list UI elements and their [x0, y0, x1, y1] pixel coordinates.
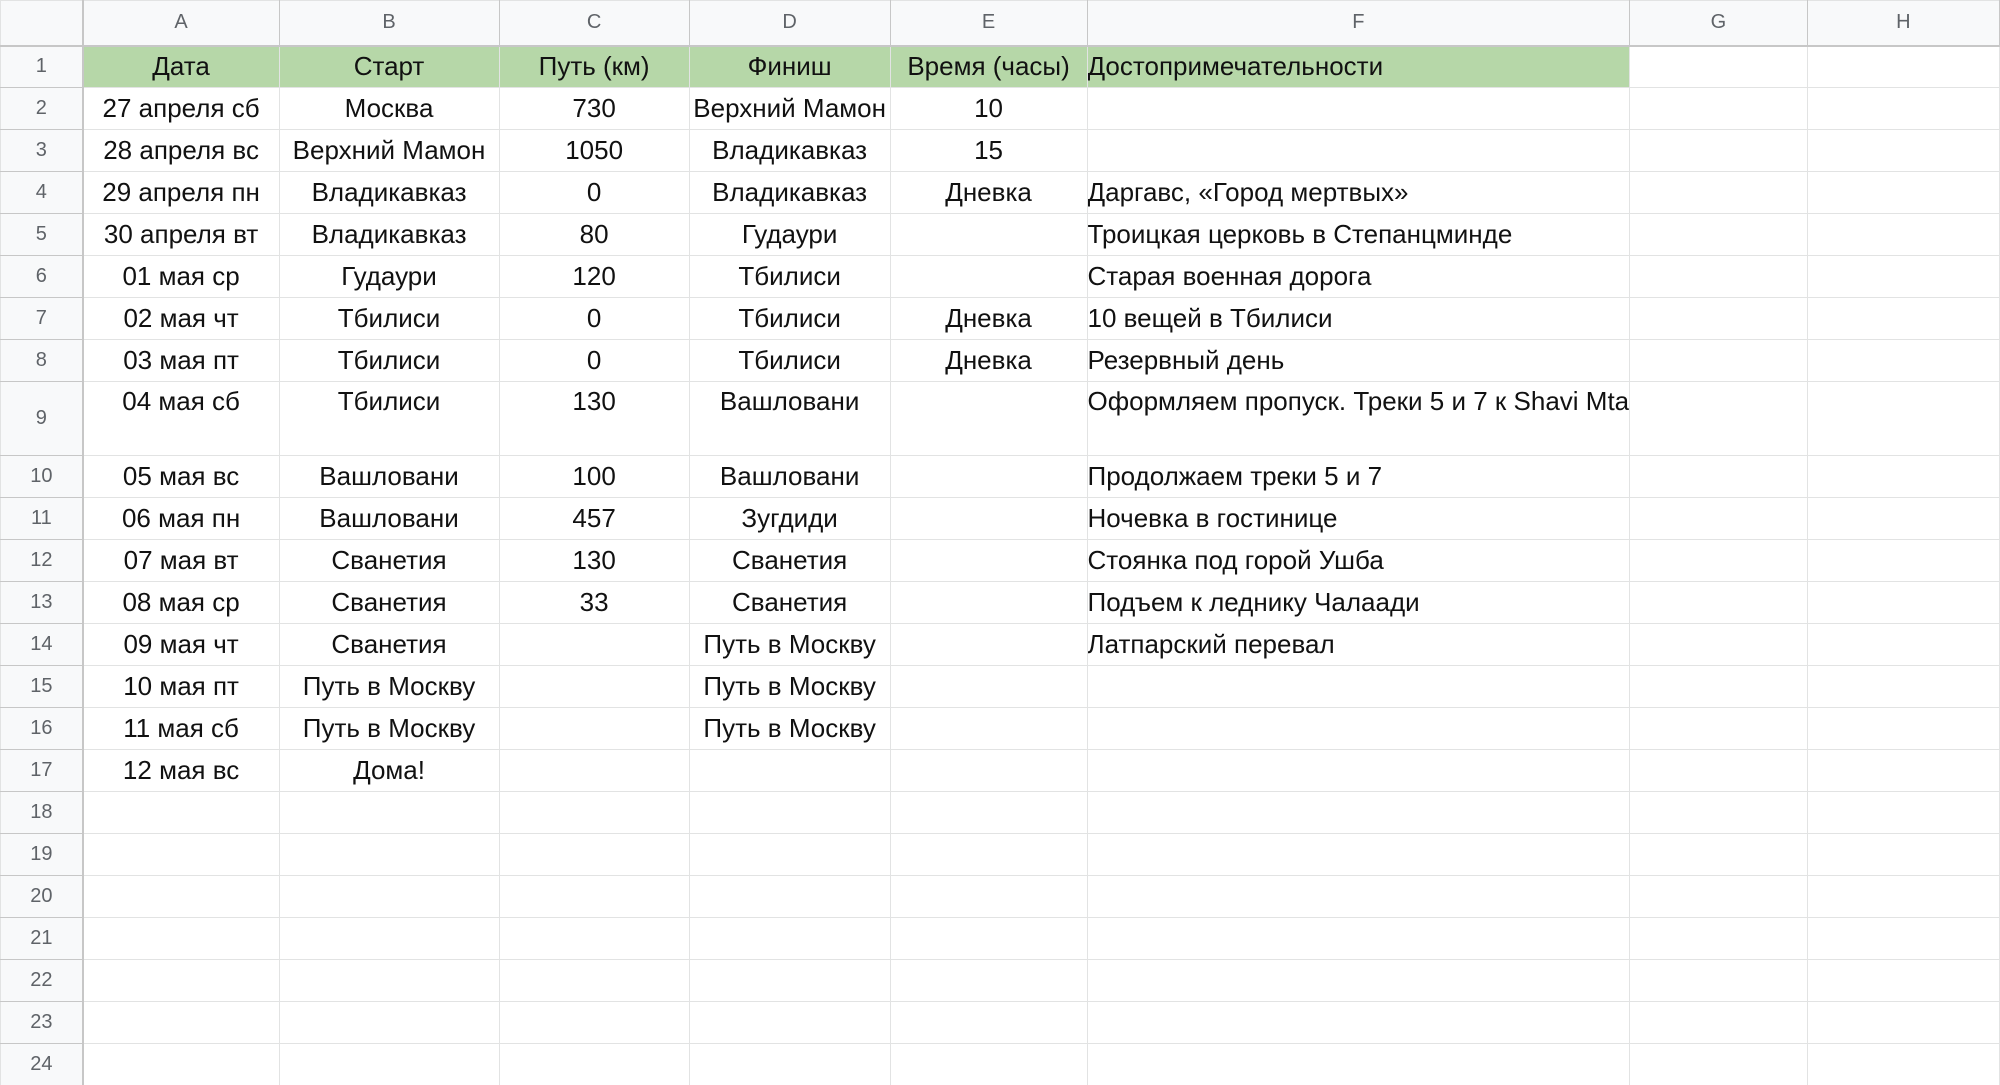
cell-d3[interactable]: Владикавказ	[689, 130, 890, 172]
row-header[interactable]: 2	[1, 88, 83, 130]
cell-a15[interactable]: 10 мая пт	[83, 666, 279, 708]
cell-c19[interactable]	[499, 834, 689, 876]
cell-d2[interactable]: Верхний Мамон	[689, 88, 890, 130]
cell-g3[interactable]	[1630, 130, 1808, 172]
cell-b1[interactable]: Старт	[279, 46, 499, 88]
cell-d10[interactable]: Вашловани	[689, 456, 890, 498]
cell-b4[interactable]: Владикавказ	[279, 172, 499, 214]
cell-f15[interactable]	[1087, 666, 1630, 708]
cell-d8[interactable]: Тбилиси	[689, 340, 890, 382]
cell-a13[interactable]: 08 мая ср	[83, 582, 279, 624]
cell-d17[interactable]	[689, 750, 890, 792]
cell-d1[interactable]: Финиш	[689, 46, 890, 88]
cell-h10[interactable]	[1807, 456, 1999, 498]
cell-b12[interactable]: Сванетия	[279, 540, 499, 582]
cell-b11[interactable]: Вашловани	[279, 498, 499, 540]
cell-h3[interactable]	[1807, 130, 1999, 172]
cell-f2[interactable]	[1087, 88, 1630, 130]
cell-h5[interactable]	[1807, 214, 1999, 256]
sheet-row	[1, 214, 2000, 256]
select-all-corner[interactable]	[1, 1, 83, 46]
cell-e2[interactable]: 10	[890, 88, 1087, 130]
cell-g10[interactable]	[1630, 456, 1808, 498]
cell-a8[interactable]: 03 мая пт	[83, 340, 279, 382]
cell-b21[interactable]	[279, 918, 499, 960]
cell-f3[interactable]	[1087, 130, 1630, 172]
cell-a10[interactable]: 05 мая вс	[83, 456, 279, 498]
cell-h18[interactable]	[1807, 792, 1999, 834]
cell-h12[interactable]	[1807, 540, 1999, 582]
cell-g14[interactable]	[1630, 624, 1808, 666]
sheet-row	[1, 88, 2000, 130]
cell-d12[interactable]: Сванетия	[689, 540, 890, 582]
cell-e22[interactable]	[890, 960, 1087, 1002]
cell-e12[interactable]	[890, 540, 1087, 582]
cell-c17[interactable]	[499, 750, 689, 792]
row-header[interactable]: 16	[1, 708, 83, 750]
cell-c5[interactable]: 80	[499, 214, 689, 256]
cell-b24[interactable]	[279, 1044, 499, 1085]
cell-a6[interactable]: 01 мая ср	[83, 256, 279, 298]
cell-b18[interactable]	[279, 792, 499, 834]
cell-h21[interactable]	[1807, 918, 1999, 960]
cell-b22[interactable]	[279, 960, 499, 1002]
cell-d22[interactable]	[689, 960, 890, 1002]
cell-d4[interactable]: Владикавказ	[689, 172, 890, 214]
cell-b15[interactable]: Путь в Москву	[279, 666, 499, 708]
cell-g22[interactable]	[1630, 960, 1808, 1002]
cell-b7[interactable]: Тбилиси	[279, 298, 499, 340]
cell-h6[interactable]	[1807, 256, 1999, 298]
cell-a1[interactable]: Дата	[83, 46, 279, 88]
cell-g21[interactable]	[1630, 918, 1808, 960]
row-header[interactable]: 18	[1, 792, 83, 834]
cell-c24[interactable]	[499, 1044, 689, 1085]
cell-d7[interactable]: Тбилиси	[689, 298, 890, 340]
cell-g16[interactable]	[1630, 708, 1808, 750]
cell-b6[interactable]: Гудаури	[279, 256, 499, 298]
cell-a23[interactable]	[83, 1002, 279, 1044]
row-header[interactable]: 24	[1, 1044, 83, 1085]
sheet-row	[1, 750, 2000, 792]
cell-c12[interactable]: 130	[499, 540, 689, 582]
cell-h17[interactable]	[1807, 750, 1999, 792]
cell-a22[interactable]	[83, 960, 279, 1002]
cell-f9[interactable]: Оформляем пропуск. Треки 5 и 7 к Shavi Mta	[1087, 382, 1630, 456]
cell-f6[interactable]: Старая военная дорога	[1087, 256, 1630, 298]
sheet-row	[1, 960, 2000, 1002]
row-header[interactable]: 14	[1, 624, 83, 666]
cell-e24[interactable]	[890, 1044, 1087, 1085]
cell-b9[interactable]: Тбилиси	[279, 382, 499, 456]
cell-g18[interactable]	[1630, 792, 1808, 834]
cell-g24[interactable]	[1630, 1044, 1808, 1085]
cell-g11[interactable]	[1630, 498, 1808, 540]
cell-a5[interactable]: 30 апреля вт	[83, 214, 279, 256]
row-header[interactable]: 6	[1, 256, 83, 298]
cell-c10[interactable]: 100	[499, 456, 689, 498]
cell-a17[interactable]: 12 мая вс	[83, 750, 279, 792]
cell-h24[interactable]	[1807, 1044, 1999, 1085]
row-header[interactable]: 5	[1, 214, 83, 256]
cell-g20[interactable]	[1630, 876, 1808, 918]
cell-b23[interactable]	[279, 1002, 499, 1044]
cell-d21[interactable]	[689, 918, 890, 960]
cell-c22[interactable]	[499, 960, 689, 1002]
cell-g4[interactable]	[1630, 172, 1808, 214]
cell-f20[interactable]	[1087, 876, 1630, 918]
cell-c14[interactable]	[499, 624, 689, 666]
row-header[interactable]: 10	[1, 456, 83, 498]
cell-f12[interactable]: Стоянка под горой Ушба	[1087, 540, 1630, 582]
row-header[interactable]: 19	[1, 834, 83, 876]
cell-a9[interactable]: 04 мая сб	[83, 382, 279, 456]
row-header[interactable]: 8	[1, 340, 83, 382]
cell-c4[interactable]: 0	[499, 172, 689, 214]
cell-a24[interactable]	[83, 1044, 279, 1085]
cell-e1[interactable]: Время (часы)	[890, 46, 1087, 88]
cell-f24[interactable]	[1087, 1044, 1630, 1085]
cell-f23[interactable]	[1087, 1002, 1630, 1044]
cell-e20[interactable]	[890, 876, 1087, 918]
cell-h4[interactable]	[1807, 172, 1999, 214]
cell-c7[interactable]: 0	[499, 298, 689, 340]
sheet-row	[1, 256, 2000, 298]
cell-f21[interactable]	[1087, 918, 1630, 960]
cell-d9[interactable]: Вашловани	[689, 382, 890, 456]
cell-e10[interactable]	[890, 456, 1087, 498]
sheet-row	[1, 456, 2000, 498]
row-header[interactable]: 23	[1, 1002, 83, 1044]
cell-b19[interactable]	[279, 834, 499, 876]
cell-h16[interactable]	[1807, 708, 1999, 750]
sheet-row	[1, 172, 2000, 214]
cell-d16[interactable]: Путь в Москву	[689, 708, 890, 750]
cell-c8[interactable]: 0	[499, 340, 689, 382]
cell-e9[interactable]	[890, 382, 1087, 456]
cell-h11[interactable]	[1807, 498, 1999, 540]
row-header[interactable]: 12	[1, 540, 83, 582]
cell-f14[interactable]: Латпарский перевал	[1087, 624, 1630, 666]
sheet-row	[1, 666, 2000, 708]
cell-a4[interactable]: 29 апреля пн	[83, 172, 279, 214]
cell-h23[interactable]	[1807, 1002, 1999, 1044]
cell-c11[interactable]: 457	[499, 498, 689, 540]
cell-c15[interactable]	[499, 666, 689, 708]
cell-b17[interactable]: Дома!	[279, 750, 499, 792]
cell-b2[interactable]: Москва	[279, 88, 499, 130]
row-header[interactable]: 3	[1, 130, 83, 172]
sheet-row	[1, 340, 2000, 382]
cell-g15[interactable]	[1630, 666, 1808, 708]
cell-f8[interactable]: Резервный день	[1087, 340, 1630, 382]
cell-b16[interactable]: Путь в Москву	[279, 708, 499, 750]
cell-f5[interactable]: Троицкая церковь в Степанцминде	[1087, 214, 1630, 256]
cell-g23[interactable]	[1630, 1002, 1808, 1044]
cell-e18[interactable]	[890, 792, 1087, 834]
cell-f11[interactable]: Ночевка в гостинице	[1087, 498, 1630, 540]
column-header-h[interactable]: H	[1807, 1, 1999, 46]
cell-e3[interactable]: 15	[890, 130, 1087, 172]
sheet-row	[1, 792, 2000, 834]
cell-c16[interactable]	[499, 708, 689, 750]
column-header-g[interactable]: G	[1630, 1, 1808, 46]
sheet-row	[1, 708, 2000, 750]
cell-f7[interactable]: 10 вещей в Тбилиси	[1087, 298, 1630, 340]
cell-a16[interactable]: 11 мая сб	[83, 708, 279, 750]
cell-b14[interactable]: Сванетия	[279, 624, 499, 666]
row-header[interactable]: 17	[1, 750, 83, 792]
cell-h2[interactable]	[1807, 88, 1999, 130]
cell-c20[interactable]	[499, 876, 689, 918]
column-header-c[interactable]: C	[499, 1, 689, 46]
cell-f4[interactable]: Даргавс, «Город мертвых»	[1087, 172, 1630, 214]
cell-a18[interactable]	[83, 792, 279, 834]
row-header[interactable]: 13	[1, 582, 83, 624]
row-header[interactable]: 20	[1, 876, 83, 918]
cell-b20[interactable]	[279, 876, 499, 918]
cell-g6[interactable]	[1630, 256, 1808, 298]
cell-e15[interactable]	[890, 666, 1087, 708]
cell-a20[interactable]	[83, 876, 279, 918]
cell-f13[interactable]: Подъем к леднику Чалаади	[1087, 582, 1630, 624]
cell-a11[interactable]: 06 мая пн	[83, 498, 279, 540]
cell-g5[interactable]	[1630, 214, 1808, 256]
sheet-rows	[1, 46, 2000, 1085]
cell-e16[interactable]	[890, 708, 1087, 750]
cell-g13[interactable]	[1630, 582, 1808, 624]
cell-e6[interactable]	[890, 256, 1087, 298]
cell-a19[interactable]	[83, 834, 279, 876]
row-header[interactable]: 9	[1, 382, 83, 456]
sheet-row	[1, 624, 2000, 666]
cell-a21[interactable]	[83, 918, 279, 960]
cell-f22[interactable]	[1087, 960, 1630, 1002]
cell-a14[interactable]: 09 мая чт	[83, 624, 279, 666]
cell-g17[interactable]	[1630, 750, 1808, 792]
cell-b8[interactable]: Тбилиси	[279, 340, 499, 382]
cell-e5[interactable]	[890, 214, 1087, 256]
cell-a2[interactable]: 27 апреля сб	[83, 88, 279, 130]
row-header[interactable]: 15	[1, 666, 83, 708]
row-header[interactable]: 21	[1, 918, 83, 960]
cell-d20[interactable]	[689, 876, 890, 918]
cell-b3[interactable]: Верхний Мамон	[279, 130, 499, 172]
column-header-f[interactable]: F	[1087, 1, 1630, 46]
cell-c23[interactable]	[499, 1002, 689, 1044]
cell-c21[interactable]	[499, 918, 689, 960]
sheet-row	[1, 834, 2000, 876]
sheet-row	[1, 1044, 2000, 1085]
cell-g8[interactable]	[1630, 340, 1808, 382]
column-header-a[interactable]: A	[83, 1, 279, 46]
cell-h13[interactable]	[1807, 582, 1999, 624]
cell-f17[interactable]	[1087, 750, 1630, 792]
cell-d23[interactable]	[689, 1002, 890, 1044]
sheet-row	[1, 130, 2000, 172]
cell-g1[interactable]	[1630, 46, 1808, 88]
sheet-row	[1, 540, 2000, 582]
cell-h7[interactable]	[1807, 298, 1999, 340]
cell-f16[interactable]	[1087, 708, 1630, 750]
sheet-row	[1, 582, 2000, 624]
cell-b13[interactable]: Сванетия	[279, 582, 499, 624]
sheet-row	[1, 382, 2000, 456]
row-header[interactable]: 4	[1, 172, 83, 214]
cell-e17[interactable]	[890, 750, 1087, 792]
cell-h20[interactable]	[1807, 876, 1999, 918]
sheet-row	[1, 46, 2000, 88]
cell-d18[interactable]	[689, 792, 890, 834]
row-header[interactable]: 7	[1, 298, 83, 340]
cell-e19[interactable]	[890, 834, 1087, 876]
cell-d19[interactable]	[689, 834, 890, 876]
cell-h19[interactable]	[1807, 834, 1999, 876]
cell-b5[interactable]: Владикавказ	[279, 214, 499, 256]
cell-g9[interactable]	[1630, 382, 1808, 456]
cell-h8[interactable]	[1807, 340, 1999, 382]
cell-f10[interactable]: Продолжаем треки 5 и 7	[1087, 456, 1630, 498]
cell-e7[interactable]: Дневка	[890, 298, 1087, 340]
cell-e8[interactable]: Дневка	[890, 340, 1087, 382]
row-header[interactable]: 22	[1, 960, 83, 1002]
cell-g12[interactable]	[1630, 540, 1808, 582]
cell-f1[interactable]: Достопримечательности	[1087, 46, 1630, 88]
cell-g7[interactable]	[1630, 298, 1808, 340]
column-header-b[interactable]: B	[279, 1, 499, 46]
row-header[interactable]: 1	[1, 46, 83, 88]
sheet-row	[1, 298, 2000, 340]
cell-d15[interactable]: Путь в Москву	[689, 666, 890, 708]
sheet-row	[1, 876, 2000, 918]
cell-e23[interactable]	[890, 1002, 1087, 1044]
column-header-e[interactable]: E	[890, 1, 1087, 46]
sheet-row	[1, 918, 2000, 960]
cell-f19[interactable]	[1087, 834, 1630, 876]
cell-c9[interactable]: 130	[499, 382, 689, 456]
column-header-d[interactable]: D	[689, 1, 890, 46]
cell-e14[interactable]	[890, 624, 1087, 666]
cell-d11[interactable]: Зугдиди	[689, 498, 890, 540]
cell-c13[interactable]: 33	[499, 582, 689, 624]
cell-f18[interactable]	[1087, 792, 1630, 834]
cell-h9[interactable]	[1807, 382, 1999, 456]
cell-h22[interactable]	[1807, 960, 1999, 1002]
row-header[interactable]: 11	[1, 498, 83, 540]
cell-b10[interactable]: Вашловани	[279, 456, 499, 498]
cell-d24[interactable]	[689, 1044, 890, 1085]
cell-c3[interactable]: 1050	[499, 130, 689, 172]
cell-e4[interactable]: Дневка	[890, 172, 1087, 214]
sheet-row	[1, 1002, 2000, 1044]
cell-a7[interactable]: 02 мая чт	[83, 298, 279, 340]
cell-c2[interactable]: 730	[499, 88, 689, 130]
cell-e13[interactable]	[890, 582, 1087, 624]
cell-d6[interactable]: Тбилиси	[689, 256, 890, 298]
cell-a3[interactable]: 28 апреля вс	[83, 130, 279, 172]
cell-c18[interactable]	[499, 792, 689, 834]
cell-h1[interactable]	[1807, 46, 1999, 88]
cell-e11[interactable]	[890, 498, 1087, 540]
cell-g19[interactable]	[1630, 834, 1808, 876]
cell-e21[interactable]	[890, 918, 1087, 960]
cell-d13[interactable]: Сванетия	[689, 582, 890, 624]
cell-h14[interactable]	[1807, 624, 1999, 666]
cell-g2[interactable]	[1630, 88, 1808, 130]
sheet-row	[1, 498, 2000, 540]
cell-c1[interactable]: Путь (км)	[499, 46, 689, 88]
cell-c6[interactable]: 120	[499, 256, 689, 298]
cell-d5[interactable]: Гудаури	[689, 214, 890, 256]
cell-d14[interactable]: Путь в Москву	[689, 624, 890, 666]
cell-h15[interactable]	[1807, 666, 1999, 708]
cell-a12[interactable]: 07 мая вт	[83, 540, 279, 582]
